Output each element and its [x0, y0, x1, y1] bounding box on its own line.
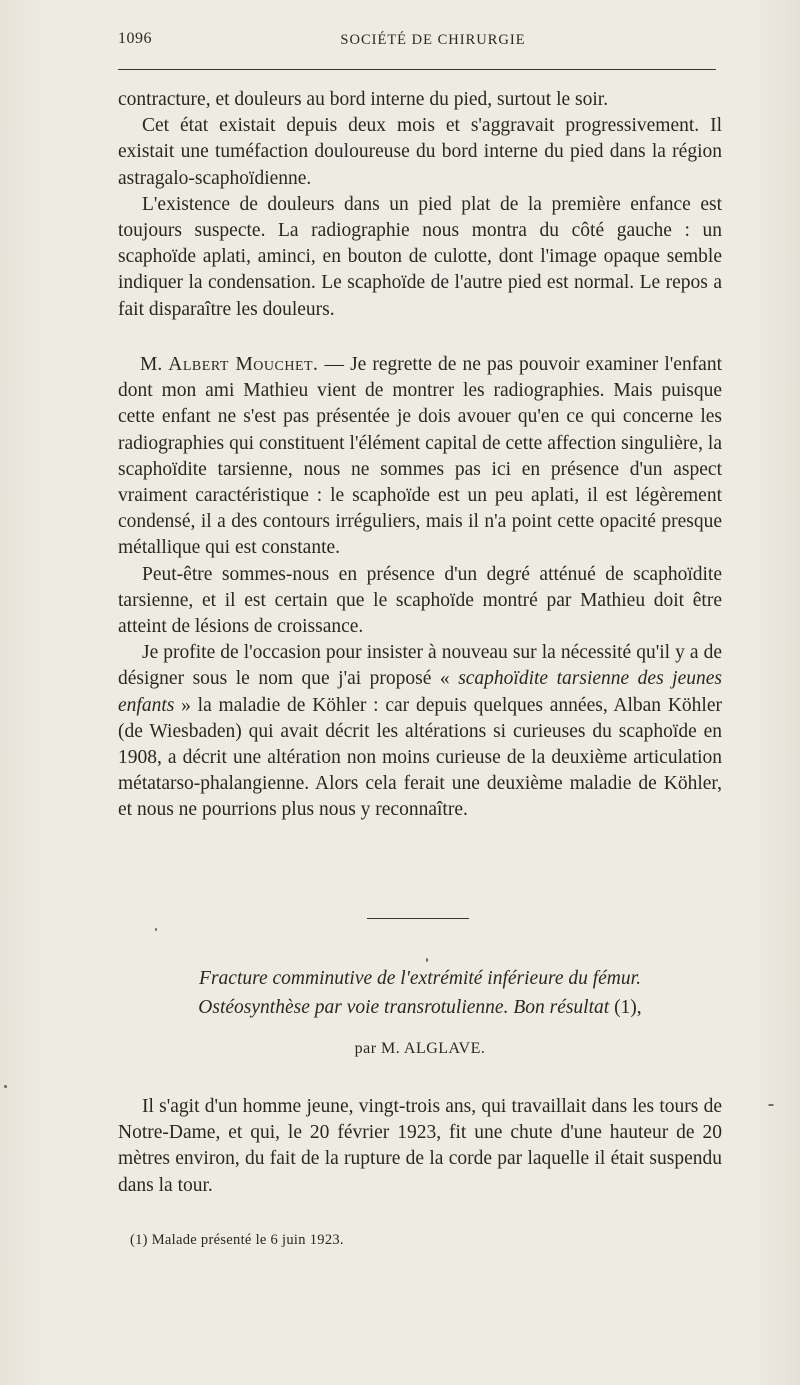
header-rule [118, 69, 716, 70]
paragraph: contracture, et douleurs au bord interne du pied, surtout le soir. [118, 89, 609, 110]
page-number: 1096 [118, 30, 152, 47]
section-discussion [118, 352, 722, 824]
scan-speck [768, 1104, 774, 1106]
paragraph: Cet état existait depuis deux mois et s'aggravait progressivement. Il existait une tuméfaction douloureuse du bord interne du pied dans la région astragalo-scaphoïdienne. [118, 115, 722, 189]
section-divider [367, 918, 469, 919]
paragraph: L'existence de douleurs dans un pied plat de la première enfance est toujours suspecte. La radiographie nous montra du côté gauche : un scaphoïde aplati, aminci, en bouton de culotte, dont l'image opaque semble indiquer la condensation. Le scaphoïde de l'autre pied est normal. Le repos a fait disparaître les douleurs. [118, 193, 722, 320]
scan-speck [426, 958, 428, 962]
title-line: Fracture comminutive de l'extrémité inférieure du fémur. [199, 968, 641, 989]
speaker-prefix: M. [140, 354, 169, 375]
paragraph [118, 640, 722, 823]
section-case-report [118, 87, 722, 323]
text-run: Je profite de l'occasion pour insister à nouveau sur la nécessité qu'il y a de désigner sous le nom que j'ai proposé « [118, 642, 722, 690]
text-run: » la maladie de Köhler : car depuis quelques années, Alban Köhler (de Wiesbaden) qui avait décrit les altérations si curieuses du scaphoïde en 1908, a décrit une altération non moins curieuse de la deuxième articulation métatarso-phalangienne. Alors cela ferait une deuxième maladie de Köhler, et nous ne pourrions plus nous y reconnaître. [118, 694, 722, 821]
section-article-body [118, 1094, 722, 1199]
speech-text: — Je regrette de ne pas pouvoir examiner l'enfant dont mon ami Mathieu vient de montrer les radiographies. Mais puisque cette enfant ne s'est pas présentée je dois avouer qu'en ce qui concerne les radiographies qui constituent l'élément capital de cette affection singulière, la scaphoïdite tarsienne, nous ne sommes pas ici en présence d'un aspect vraiment caractéristique : le scaphoïde est un peu aplati, il est légèrement condensé, il a des contours irréguliers, mais il n'a point cette opacité presque métallique qui est constante. [118, 354, 723, 559]
italic-term: scaphoïdite tarsienne des jeunes enfants [118, 668, 722, 716]
title-text: Ostéosynthèse par voie transrotulienne. Bon résultat [198, 997, 610, 1018]
paragraph: Peut-être sommes-nous en présence d'un degré atténué de scaphoïdite tarsienne, et il est certain que le scaphoïde montré par Mathieu doit être atteint de lésions de croissance. [118, 563, 722, 638]
paragraph: Il s'agit d'un homme jeune, vingt-trois ans, qui travaillait dans les tours de Notre-Dame, et qui, le 20 février 1923, fit une chute d'une hauteur de 20 mètres environ, du fait de la rupture de la corde par laquelle il était suspendu dans la tour. [118, 1096, 722, 1196]
scan-speck [4, 1085, 7, 1088]
footnote: (1) Malade présenté le 6 juin 1923. [130, 1232, 344, 1248]
author-line: par M. ALGLAVE. [354, 1040, 486, 1057]
title-line [118, 993, 722, 1022]
scan-speck [155, 928, 157, 931]
paragraph [118, 352, 722, 562]
page-header [118, 30, 718, 52]
footnote-ref: (1), [609, 997, 642, 1018]
article-title [118, 964, 722, 1022]
running-head: SOCIÉTÉ DE CHIRURGIE [340, 32, 526, 48]
speaker-name: Albert Mouchet. [168, 354, 319, 375]
